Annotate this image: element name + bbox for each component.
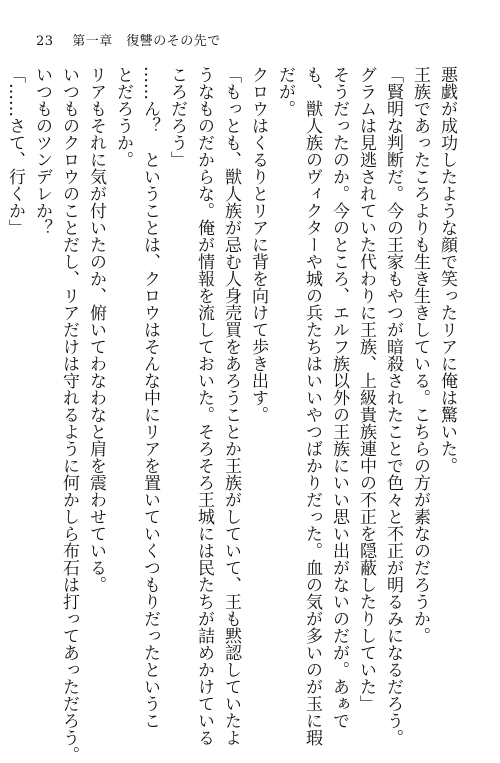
running-head <box>36 30 221 49</box>
text-line: も、獣人族のヴィクターや城の兵たちはいいやつばかりだった。血の気が多いのが玉に瑕 <box>302 66 322 746</box>
text-line: とだろうか。 <box>113 66 133 168</box>
text-line: リアもそれに気が付いたのか、俯いてわなわなと肩を震わせている。 <box>86 66 106 593</box>
text-line: クロウはくるりとリアに背を向けて歩き出す。 <box>248 66 268 423</box>
chapter-title: 第一章 復讐のその先で <box>72 34 221 49</box>
text-line: そうだったのか。今のところ、エルフ族以外の王族にいい思い出がないのだが。あぁで <box>329 66 349 729</box>
text-line: 「もっとも、獣人族が忌む人身売買をあろうことか王族がしていて、王も黙認していたよ <box>221 66 241 746</box>
text-line: グラムは見逃されていた代わりに王族、上級貴族連中の不正を隠蔽したりしていた」 <box>356 66 376 712</box>
text-line: ころだろう」 <box>167 66 187 168</box>
text-line: いつものクロウのことだし、リアだけは守れるように何かしら布石は打ってあっただろう。 <box>59 66 79 763</box>
text-line: 「……さて、行くか」 <box>5 66 25 236</box>
text-line: 「賢明な判断だ。今の王家もやつが暗殺されたことで色々と不正が明るみになるだろう。 <box>383 66 403 746</box>
text-line: いつものツンデレか？ <box>32 66 52 236</box>
text-line: だが。 <box>275 66 295 117</box>
text-line: 悪戯が成功したような顔で笑ったリアに俺は驚いた。 <box>437 66 457 474</box>
page-number: 23 <box>36 34 54 49</box>
text-line: ……ん？ ということは、クロウはそんな中にリアを置いていくつもりだったというこ <box>140 66 160 729</box>
text-line: うなものだからな。俺が情報を流しておいた。そろそろ王城には民たちが詰めかけている <box>194 66 214 746</box>
text-line: 王族であったころよりも生き生きしている。こちらの方が素なのだろうか。 <box>410 66 430 644</box>
body-text <box>5 66 460 763</box>
